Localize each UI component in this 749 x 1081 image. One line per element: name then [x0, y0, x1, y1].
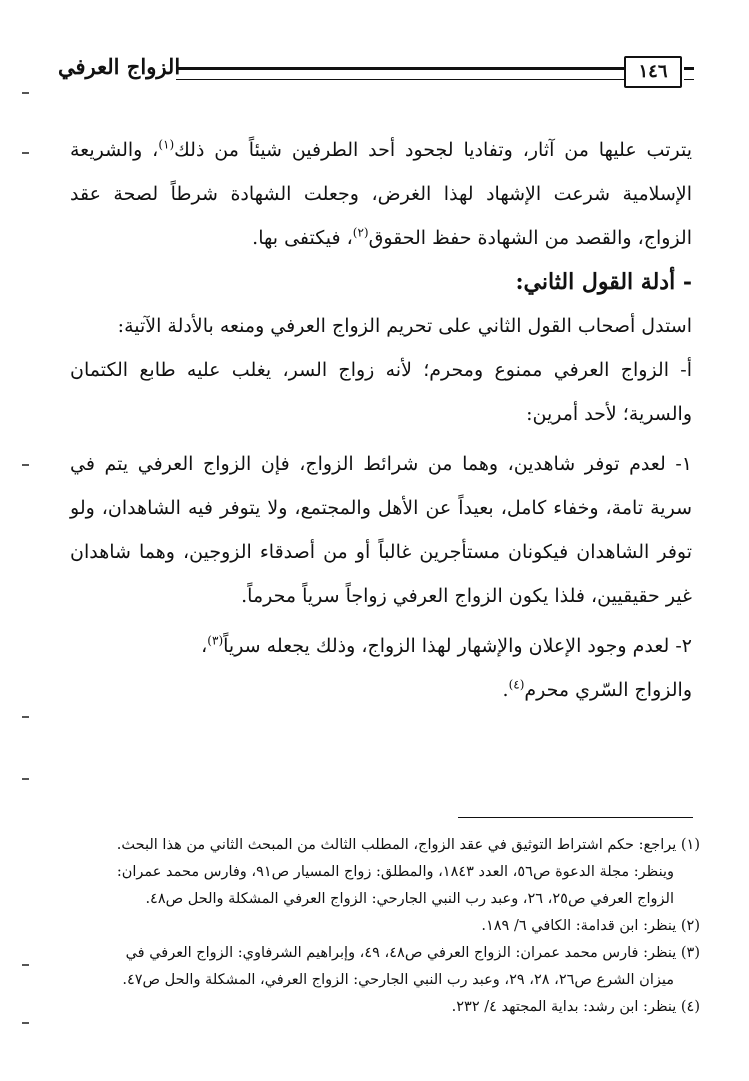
footnote-4: (٤) ينظر: ابن رشد: بداية المجتهد ٤/ ٢٣٢. [451, 999, 700, 1015]
paragraph-1-line-3: الزواج، والقصد من الشهادة حفظ الحقوق [368, 227, 692, 249]
footnote-ref-2[interactable]: (٢) [352, 225, 369, 240]
footnote-1: (١) يراجع: حكم اشتراط التوثيق في عقد الزواج، المطلب الثالث من المبحث الثاني من هذا البحث. [116, 837, 700, 853]
footnote-2: (٢) ينظر: ابن قدامة: الكافي ٦/ ١٨٩. [481, 918, 700, 934]
paragraph-6-end: . [502, 679, 509, 701]
scan-mark [22, 92, 29, 94]
footnote-3-continued: ميزان الشرع ص٢٦، ٢٨، ٢٩، وعبد رب النبي الجارحي: الزواج العرفي، المشكلة والحل ص٤٧. [122, 972, 674, 988]
header-rule-end [684, 67, 694, 80]
paragraph-5 [70, 624, 692, 668]
paragraph-1-line-2: الإسلامية شرعت الإشهاد لهذا الغرض، وجعلت الشهادة شرطاً لصحة عقد [70, 183, 692, 205]
section-subheading: - أدلة القول الثاني: [515, 269, 692, 295]
footnote-separator [458, 817, 693, 818]
footnote-1-continued-2: الزواج العرفي ص٢٥، ٢٦، وعبد رب النبي الجارحي: الزواج العرفي المشكلة والحل ص٤٨. [145, 891, 674, 907]
footnote-ref-1[interactable]: (١) [158, 137, 175, 152]
paragraph-1 [70, 128, 692, 260]
footnote-3: (٣) ينظر: فارس محمد عمران: الزواج العرفي ص٤٨، ٤٩، وإبراهيم الشرفاوي: الزواج العرفي في [125, 945, 700, 961]
footnote-ref-3[interactable]: (٣) [207, 633, 224, 648]
paragraph-3: أ- الزواج العرفي ممنوع ومحرم؛ لأنه زواج السر، يغلب عليه طابع الكتمان والسرية؛ لأحد أمرين: [70, 359, 692, 425]
footnote-ref-4[interactable]: (٤) [508, 677, 525, 692]
paragraph-5-text: ٢- لعدم وجود الإعلان والإشهار لهذا الزواج، وذلك يجعله سرياً [223, 635, 692, 657]
paragraph-1-line-1: يترتب عليها من آثار، وتفاديا لجحود أحد الطرفين شيئاً من ذلك [174, 139, 692, 161]
paragraph-6 [70, 668, 692, 712]
scan-mark [22, 464, 29, 466]
scan-mark [22, 778, 29, 780]
header-rule [176, 67, 626, 80]
paragraph-1-line-3-end: ، فيكتفى بها. [252, 227, 353, 249]
scan-mark [22, 964, 29, 966]
page-number: ١٤٦ [624, 56, 682, 88]
paragraph-6-text: والزواج السّري محرم [524, 679, 692, 701]
paragraph-4: ١- لعدم توفر شاهدين، وهما من شرائط الزواج، فإن الزواج العرفي يتم في سرية تامة، وخفاء كامل، بعيداً عن الأهل والمجتمع، ولا يتوفر فيه الشاهدان، ولو توفر الشاهدان فيكونان مستأجرين غالباً أو من أصدقاء الزوجين، وهما شاهدان غير حقيقيين، فلذا يكون الزواج العرفي زواجاً سرياً محرماً. [70, 453, 692, 607]
footnotes [70, 832, 700, 1021]
scan-mark [22, 152, 29, 154]
running-title: الزواج العرفي [58, 54, 181, 79]
body-text [70, 128, 692, 712]
paragraph-5-end: ، [201, 635, 208, 657]
paragraph-1-line-1-end: ، والشريعة [70, 139, 159, 161]
paragraph-2: استدل أصحاب القول الثاني على تحريم الزواج العرفي ومنعه بالأدلة الآتية: [117, 315, 692, 337]
page-header [58, 54, 694, 90]
scan-mark [22, 1022, 29, 1024]
footnote-1-continued: وينظر: مجلة الدعوة ص٥٦، العدد ١٨٤٣، والمطلق: زواج المسيار ص٩١، وفارس محمد عمران: [116, 864, 674, 880]
scan-mark [22, 716, 29, 718]
